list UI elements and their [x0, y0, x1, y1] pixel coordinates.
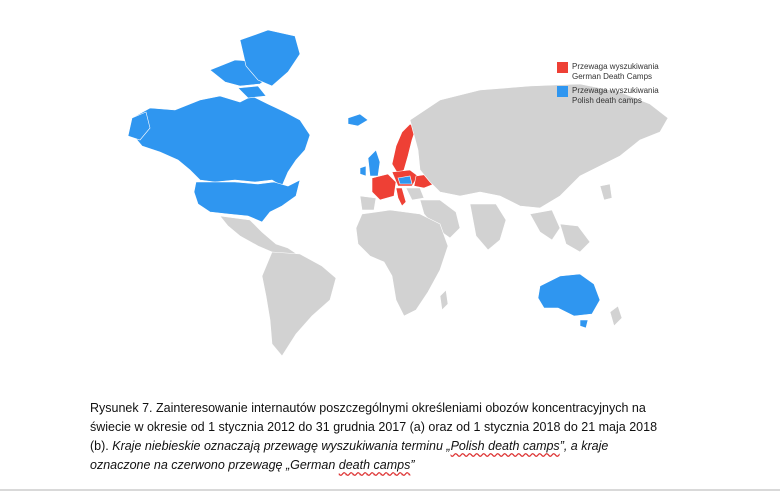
caption-line-3-italic-a: Kraje niebieskie oznaczają przewagę wyszukiwania terminu „ — [112, 439, 451, 453]
legend-red-line2: German Death Camps — [572, 72, 653, 81]
caption-line-3-italic-b: Polish death camps — [450, 439, 560, 453]
caption-line-3-plain: (b). — [90, 439, 113, 453]
legend-blue-line1: Przewaga wyszukiwania — [572, 86, 659, 95]
region-italy — [396, 188, 406, 206]
figure-caption — [90, 399, 710, 475]
legend-swatch-blue — [557, 86, 568, 97]
bottom-divider — [0, 489, 780, 491]
region-usa — [194, 180, 300, 222]
latin-america — [220, 216, 336, 356]
region-scandinavia — [392, 124, 416, 174]
caption-line-3 — [90, 437, 710, 456]
africa — [356, 210, 448, 316]
region-iceland — [348, 114, 368, 126]
caption-line-2: świecie w okresie od 1 stycznia 2012 do 31 grudnia 2017 (a) oraz od 1 stycznia 2018 do 21 maja 2018 — [90, 420, 658, 434]
legend-blue-line2: Polish death camps — [572, 96, 642, 105]
region-uk — [360, 150, 380, 176]
legend-red-line1: Przewaga wyszukiwania — [572, 62, 659, 71]
north-america — [128, 60, 310, 222]
asia — [410, 84, 668, 252]
caption-line-4-b: death camps — [338, 458, 411, 472]
caption-line-4-c: ” — [410, 458, 415, 472]
region-france — [372, 174, 396, 200]
caption-line-1: Rysunek 7. Zainteresowanie internautów poszczególnymi określeniami obozów koncentracyjnych na — [90, 401, 646, 415]
oceania — [538, 274, 622, 328]
caption-line-3-italic-c: ”, a kraje — [559, 439, 609, 453]
legend-swatch-red — [557, 62, 568, 73]
region-canada — [132, 96, 310, 186]
region-australia — [538, 274, 600, 316]
caption-line-4 — [90, 456, 710, 475]
legend — [557, 62, 659, 105]
caption-line-4-a: oznaczone na czerwono przewagę „German — [90, 458, 339, 472]
